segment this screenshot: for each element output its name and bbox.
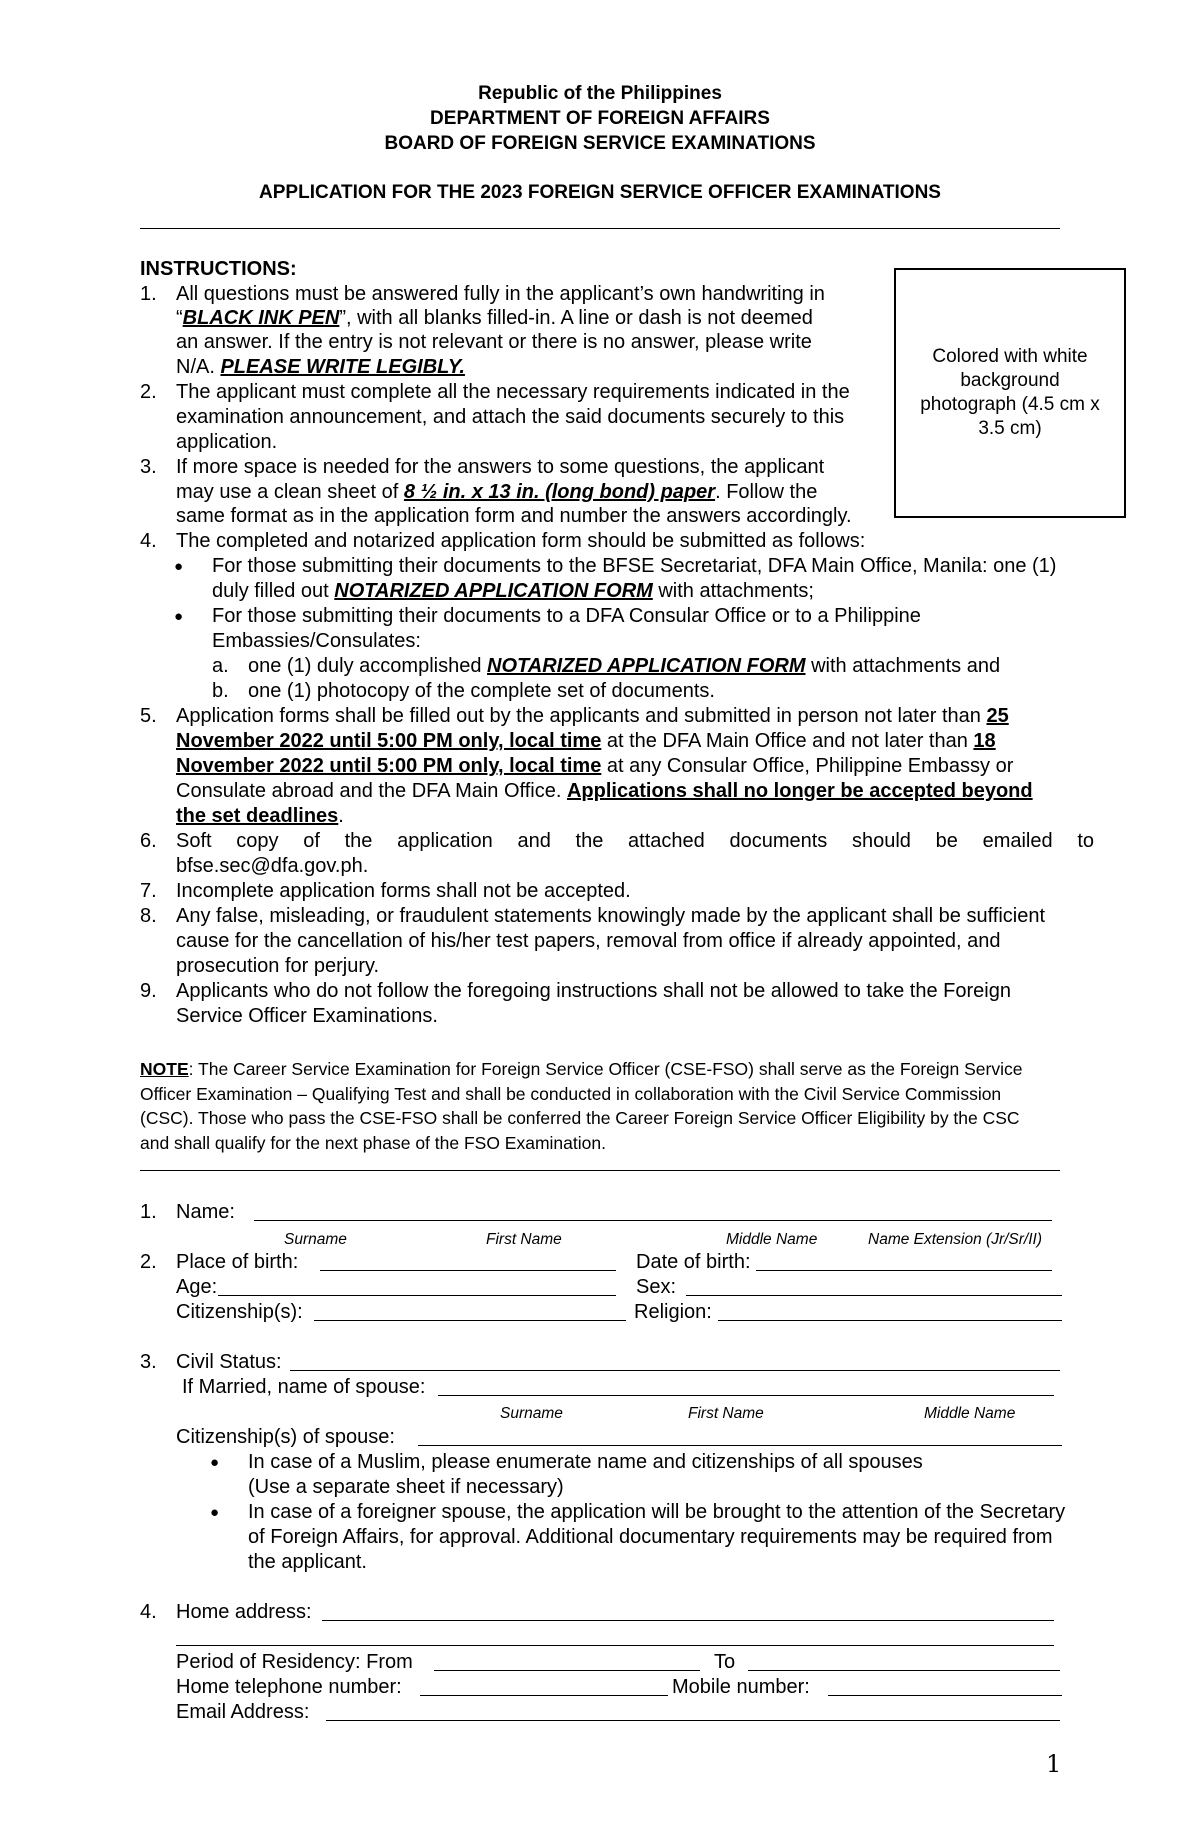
civil-status-field[interactable] — [290, 1370, 1060, 1371]
religion-label: Religion: — [634, 1301, 712, 1323]
page-number: 1 — [1046, 1750, 1062, 1778]
name-sub-extension: Name Extension (Jr/Sr/II) — [868, 1231, 1042, 1248]
muslim-note: In case of a Muslim, please enumerate name and citizenships of all spouses — [248, 1451, 923, 1473]
date-of-birth-field[interactable] — [756, 1270, 1052, 1271]
note-paragraph: NOTE: The Career Service Examination for Foreign Service Officer (CSE-FSO) shall serve as the Foreign Service Officer Examination – Qualifying Test and shall be conducted in collaboration with the Civil Service Commission (CSC). Those who pass the CSE-FSO shall be conferred the Career Foreign Service Officer Eligibility by the CSC and shall qualify for the next phase of the FSO Examination. — [140, 1059, 1023, 1153]
header-board: BOARD OF FOREIGN SERVICE EXAMINATIONS — [384, 133, 816, 154]
spouse-citizenship-field[interactable] — [418, 1445, 1062, 1446]
home-telephone-label: Home telephone number: — [176, 1676, 402, 1698]
mobile-number-label: Mobile number: — [672, 1676, 810, 1698]
header-divider — [140, 228, 1060, 229]
home-address-field-line2[interactable] — [176, 1645, 1054, 1646]
q3-number: 3. — [140, 1351, 157, 1373]
header-republic: Republic of the Philippines — [478, 83, 722, 104]
home-address-label: Home address: — [176, 1601, 312, 1623]
citizenship-label: Citizenship(s): — [176, 1301, 303, 1323]
instructions-heading: INSTRUCTIONS: — [140, 258, 297, 280]
name-field[interactable] — [254, 1220, 1052, 1221]
name-sub-middle: Middle Name — [726, 1231, 818, 1248]
home-address-field[interactable] — [322, 1620, 1054, 1621]
foreigner-note-a: In case of a foreigner spouse, the application will be brought to the attention of the Secretary — [248, 1501, 1066, 1523]
mobile-number-field[interactable] — [828, 1695, 1062, 1696]
q4-number: 4. — [140, 1601, 157, 1623]
foreigner-note-b: of Foreign Affairs, for approval. Additional documentary requirements may be required from — [248, 1526, 1053, 1548]
home-telephone-field[interactable] — [420, 1695, 668, 1696]
residency-from-field[interactable] — [434, 1670, 700, 1671]
q1-number: 1. — [140, 1201, 157, 1223]
spouse-name-field[interactable] — [438, 1395, 1054, 1396]
document-title: APPLICATION FOR THE 2023 FOREIGN SERVICE OFFICER EXAMINATIONS — [259, 182, 941, 203]
civil-status-label: Civil Status: — [176, 1351, 282, 1373]
q2-number: 2. — [140, 1251, 157, 1273]
residency-to-label: To — [714, 1651, 736, 1673]
email-address-label: Email Address: — [176, 1701, 310, 1723]
date-of-birth-label: Date of birth: — [636, 1251, 751, 1273]
residency-to-field[interactable] — [748, 1670, 1060, 1671]
place-of-birth-label: Place of birth: — [176, 1251, 299, 1273]
spouse-sub-first: First Name — [688, 1405, 764, 1422]
email-address-field[interactable] — [326, 1720, 1060, 1721]
sex-label: Sex: — [636, 1276, 677, 1298]
spouse-sub-surname: Surname — [500, 1405, 563, 1422]
name-sub-first: First Name — [486, 1231, 562, 1248]
religion-field[interactable] — [718, 1320, 1062, 1321]
age-label: Age: — [176, 1276, 218, 1298]
citizenship-field[interactable] — [314, 1320, 626, 1321]
spouse-citizenship-label: Citizenship(s) of spouse: — [176, 1426, 395, 1448]
bullet-icon: ● — [210, 1454, 220, 1471]
header-department: DEPARTMENT OF FOREIGN AFFAIRS — [430, 108, 770, 129]
age-field[interactable] — [218, 1295, 616, 1296]
muslim-note-sub: (Use a separate sheet if necessary) — [248, 1476, 564, 1498]
foreigner-note-c: the applicant. — [248, 1551, 367, 1573]
spouse-name-label: If Married, name of spouse: — [182, 1376, 426, 1398]
bullet-icon: ● — [174, 608, 184, 625]
place-of-birth-field[interactable] — [320, 1270, 616, 1271]
name-sub-surname: Surname — [284, 1231, 347, 1248]
bullet-icon: ● — [210, 1504, 220, 1521]
note-divider — [140, 1170, 1060, 1171]
sex-field[interactable] — [686, 1295, 1062, 1296]
name-label: Name: — [176, 1201, 235, 1223]
spouse-sub-middle: Middle Name — [924, 1405, 1016, 1422]
bullet-icon: ● — [174, 558, 184, 575]
photo-box[interactable]: Colored with white background photograph (4.5 cm x 3.5 cm) — [894, 268, 1126, 518]
residency-from-label: Period of Residency: From — [176, 1651, 413, 1673]
